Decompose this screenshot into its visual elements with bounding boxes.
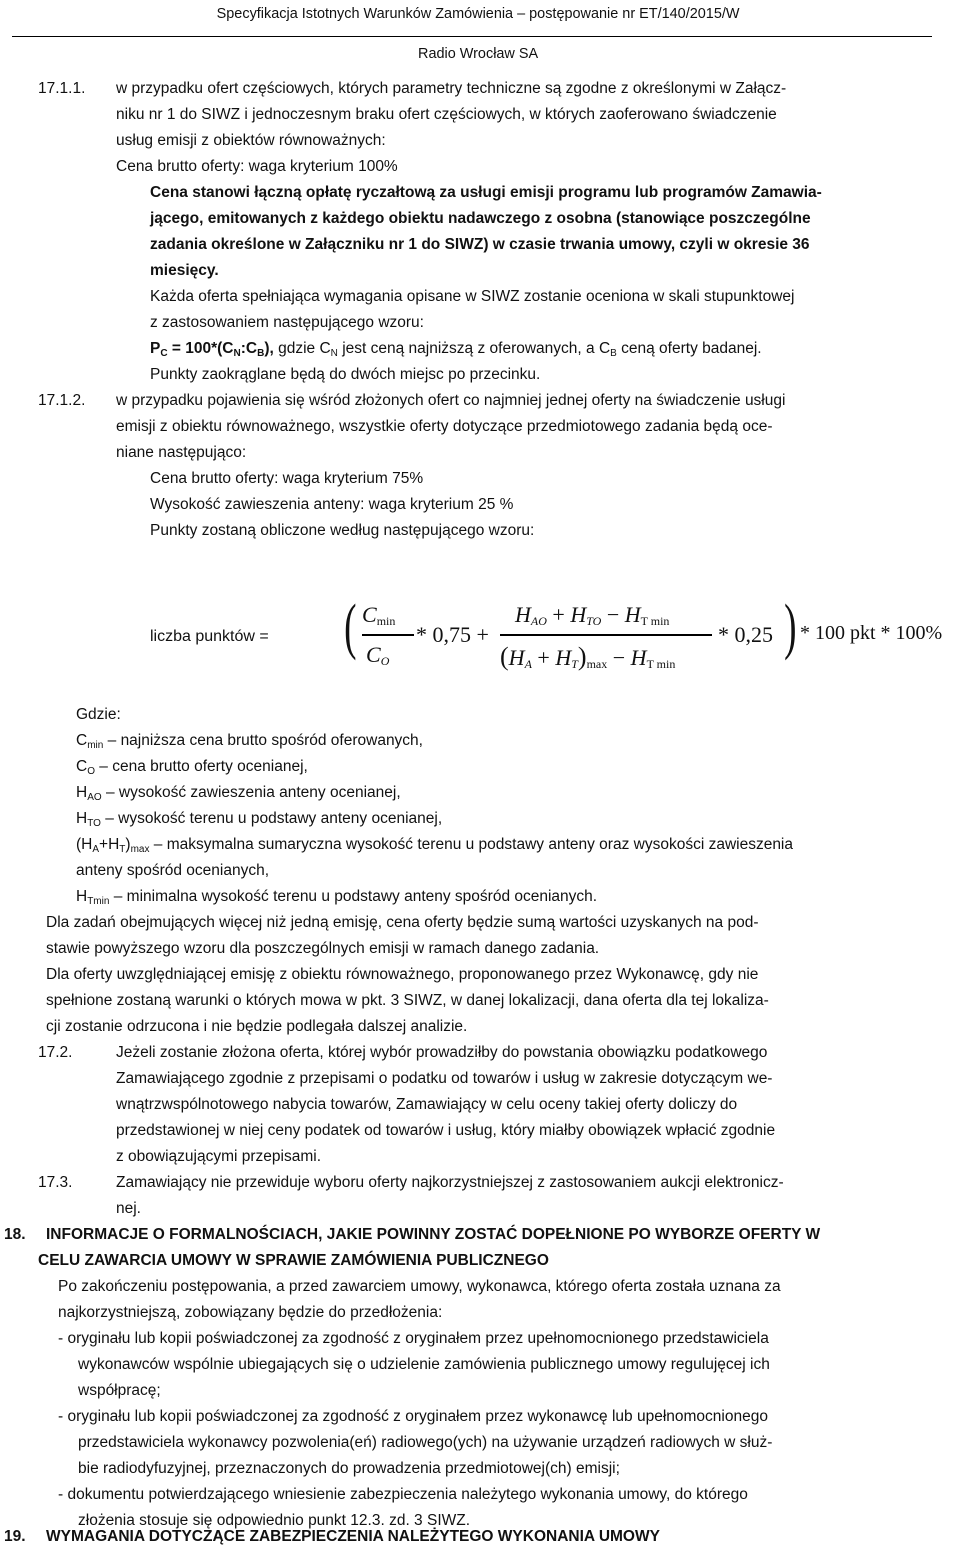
dash: – [100,810,119,827]
text-line: Zamawiający nie przewiduje wyboru oferty najkorzystniejszej z zastosowaniem aukcji elektronicz- [116,1174,784,1191]
legend-text: maksymalna sumaryczna wysokość terenu u podstawy anteny oraz wysokości zawieszenia [166,836,793,853]
formula-paren-left: ( [344,593,357,661]
formula-op: − [607,645,631,670]
text-line: Punkty zaokrąglane będą do dwóch miejsc po przecinku. [150,366,541,383]
formula-label: liczba punktów = [150,628,269,645]
text-line: Cena brutto oferty: waga kryterium 100% [116,158,398,175]
formula-part: :C [240,340,258,357]
formula-mul1: * 0,75 + [416,622,489,647]
formula-sub: TO [586,614,602,628]
legend-htmin: $H_{Tmin}$ – minimalna wysokość terenu u podstawy anteny spośród ocenianych. [76,888,598,907]
section-number-17-2: 17.2. [38,1044,73,1061]
legend-text: wysokość zawieszenia anteny ocenianej, [118,784,401,801]
formula-symbol: H [630,645,647,670]
list-item-cont: współpracę; [78,1382,161,1399]
where-title: Gdzie: [76,706,121,723]
legend-text-cont: anteny spośród ocenianych, [76,862,270,879]
text-line: z obowiązującymi przepisami. [116,1148,322,1165]
dash: – [101,784,119,801]
formula-sub: N [330,348,338,359]
bold-text-line: miesięcy. [150,262,219,279]
formula-symbol: H [508,645,525,670]
list-item: - dokumentu potwierdzającego wniesienie zabezpieczenia należytego wykonania umowy, do którego [58,1486,748,1503]
formula-cmin [362,602,395,628]
list-item-cont: przedstawiciela wykonawcy pozwolenia(eń) radiowego(ych) na używanie urządzeń radiowych w służ- [78,1434,773,1451]
text-line: wnątrzwspólnotowego nabycia towarów, Zamawiający w celu oceny takiej oferty doliczy do [116,1096,738,1113]
formula-symbol: C [366,642,381,667]
formula-part: ), [264,340,274,357]
text-line: stawie powyższego wzoru dla poszczególnych emisji w ramach danego zadania. [46,940,600,957]
formula-sub: AO [87,792,102,803]
section-number-19: 19. [4,1528,26,1545]
dash: – [94,758,113,775]
text-line: niku nr 1 do SIWZ i jednoczesnym braku ofert częściowych, w których zaoferowano świadczenie [116,106,777,123]
formula-mul2: * 0,25 [718,622,773,647]
dash: – [109,888,127,905]
formula-pc: P [150,340,161,357]
formula-co [366,642,389,668]
list-item: - oryginału lub kopii poświadczonej za zgodność z oryginałem przez upełnomocnionego przedstawiciela [58,1330,769,1347]
formula-denominator: $(H_A + H_T)_{max} - H_{T min}$ [500,642,676,671]
bold-text-line: zadania określone w Załączniku nr 1 do SIWZ) w czasie trwania umowy, czyli w okresie 36 [150,236,810,253]
formula-numerator [515,602,669,628]
legend-hto: $H_{TO}$ – wysokość terenu u podstawy anteny ocenianej, [76,810,443,829]
formula-sub: T min [646,657,676,671]
legend-text: najniższa cena brutto spośród oferowanych, [120,732,423,749]
text-line: usług emisji z obiektów równoważnych: [116,132,386,149]
text-line: emisji z obiektu równoważnego, wszystkie oferty dotyczące przedmiotowego zadania będą oce- [116,418,773,435]
text-line: Dla zadań obejmujących więcej niż jedną emisję, cena oferty będzie sumą wartości uzyskanych na pod- [46,914,759,931]
text-line: Jeżeli zostanie złożona oferta, której wybór prowadziłby do powstania obowiązku podatkowego [116,1044,768,1061]
formula-tail: * 100 pkt * 100% [800,622,943,644]
text-line: Cena brutto oferty: waga kryterium 75% [150,470,424,487]
formula-symbol: H [555,645,572,670]
list-item: - oryginału lub kopii poświadczonej za zgodność z oryginałem przez wykonawcę lub upełnomocnionego [58,1408,768,1425]
price-formula-line [150,340,762,358]
legend-hmax: $(H_A+H_T)_{max}$ – maksymalna sumaryczna wysokość terenu u podstawy anteny oraz wysokości zawieszenia [76,836,793,855]
list-item-cont: wykonawców wspólnie ubiegających się o udzielenie zamówienia publicznego umowy regulujęcej ich [78,1356,770,1373]
bold-text-line: jącego, emitowanych z każdego obiektu nadawczego z osobna (stanowiące poszczególne [150,210,811,227]
formula-sub: T [571,657,578,671]
fraction-bar [362,634,414,636]
formula-sub: O [380,654,390,668]
formula-part: = 100*(C [167,340,234,357]
legend-text: minimalna wysokość terenu u podstawy anteny spośród ocenianych. [126,888,598,905]
text-line: najkorzystniejszą, zobowiązany będzie do przedłożenia: [58,1304,443,1321]
formula-sub: A [524,657,532,671]
dash: – [103,732,121,749]
formula-sub: min [376,614,396,628]
section-number-17-1-1: 17.1.1. [38,80,86,97]
section-heading: INFORMACJE O FORMALNOŚCIACH, JAKIE POWINNY ZOSTAĆ DOPEŁNIONE PO WYBORZE OFERTY W [46,1226,821,1243]
formula-symbol: H [570,602,587,627]
formula-sub: max [130,844,150,855]
text-line: Zamawiającego zgodnie z przepisami o podatku od towarów i usług w zakresie dotyczącym we- [116,1070,773,1087]
formula-symbol: C [362,602,377,627]
formula-text: gdzie C [273,340,331,357]
text-line: w przypadku ofert częściowych, których parametry techniczne są zgodne z określonymi w Załącz- [116,80,787,97]
text-line: Dla oferty uwzględniającej emisję z obiektu równoważnego, proponowanego przez Wykonawcę, gdy nie [46,966,759,983]
text-line: niane następująco: [116,444,247,461]
formula-sub: O [87,766,95,777]
legend-hao: $H_{AO}$ – wysokość zawieszenia anteny ocenianej, [76,784,401,803]
section-number-18: 18. [4,1226,26,1243]
formula-sub: max [586,657,608,671]
header-divider [12,36,932,37]
formula-sub: T [119,844,126,855]
bold-text-line: Cena stanowi łączną opłatę ryczałtową za usługi emisji programu lub programów Zamawia- [150,184,822,201]
text-line: Po zakończeniu postępowania, a przed zawarciem umowy, wykonawca, którego oferta została uznana za [58,1278,781,1295]
text-line: z zastosowaniem następującego wzoru: [150,314,424,331]
formula-op: + [546,602,571,627]
formula-sub: N [233,348,241,359]
formula-symbol: H [515,602,531,627]
document-header-subtitle: Radio Wrocław SA [418,46,539,62]
text-line: nej. [116,1200,141,1217]
section-heading: CELU ZAWARCIA UMOWY W SPRAWIE ZAMÓWIENIA PUBLICZNEGO [38,1252,549,1269]
list-item-cont: złożenia stosuje się odpowiednio punkt 12.3. zd. 3 SIWZ. [78,1512,471,1529]
dash: – [149,836,167,853]
legend-text: cena brutto oferty ocenianej, [112,758,308,775]
legend-cmin: $C_{min}$ – najniższa cena brutto spośród oferowanych, [76,732,423,751]
formula-sub: B [610,348,617,359]
text-line: przedstawionej w niej ceny podatek od towarów i usług, który miałby obowiązek wpłacić zgodnie [116,1122,776,1139]
formula-paren-right: ) [784,593,797,661]
text-line: Każda oferta spełniająca wymagania opisane w SIWZ zostanie oceniona w skali stupunktowej [150,288,795,305]
text-line: w przypadku pojawienia się wśród złożonych ofert co najmniej jednej oferty na świadczenie usługi [116,392,786,409]
formula-op: + [531,645,556,670]
section-number-17-3: 17.3. [38,1174,73,1191]
section-heading: WYMAGANIA DOTYCZĄCE ZABEZPIECZENIA NALEŻYTEGO WYKONANIA UMOWY [46,1528,660,1545]
text-line: Punkty zostaną obliczone według następującego wzoru: [150,522,535,539]
document-header-title: Specyfikacja Istotnych Warunków Zamówienia – postępowanie nr ET/140/2015/W [216,6,740,22]
text-line: spełnione zostaną warunki o których mowa w pkt. 3 SIWZ, w danej lokalizacji, dana oferta dla tej lokaliza- [46,992,769,1009]
formula-symbol: H [624,602,641,627]
formula-sub: min [87,740,104,751]
formula-op: − [601,602,625,627]
formula-sub: TO [87,818,101,829]
formula-text: jest ceną najniższą z oferowanych, a C [337,340,611,357]
section-number-17-1-2: 17.1.2. [38,392,86,409]
list-item-cont: bie radiodyfuzyjnej, przeznaczonych do prowadzenia przedmiotowej(ch) emisji; [78,1460,620,1477]
legend-co: $C_O$ – cena brutto oferty ocenianej, [76,758,308,777]
formula-sub: C [160,348,168,359]
legend-text: wysokość terenu u podstawy anteny ocenianej, [118,810,443,827]
formula-sub: B [257,348,265,359]
fraction-bar [500,634,712,636]
formula-sub: T min [640,614,670,628]
text-line: cji zostanie odrzucona i nie będzie podlegała dalszej analizie. [46,1018,468,1035]
formula-sub: A [92,844,100,855]
formula-sub: AO [530,614,547,628]
formula-text: ceną oferty badanej. [616,340,762,357]
text-line: Wysokość zawieszenia anteny: waga kryterium 25 % [150,496,514,513]
